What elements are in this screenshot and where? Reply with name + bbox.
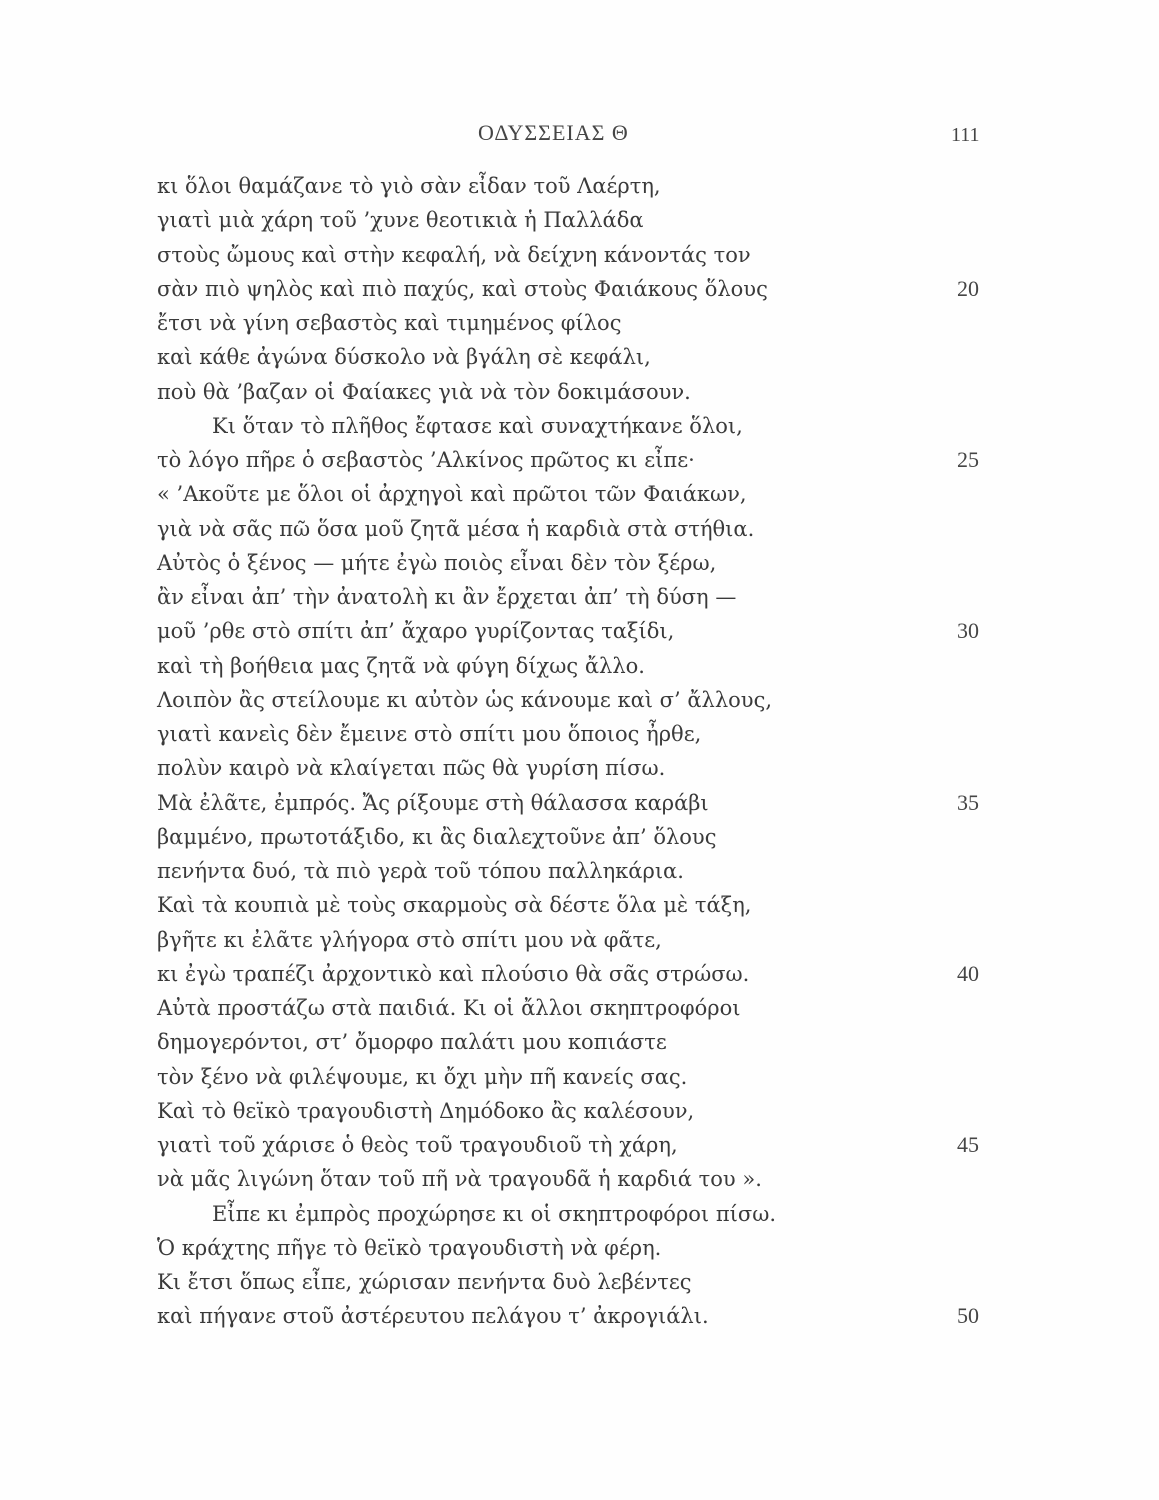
verse-line: [0, 923, 1159, 957]
verse-block: [0, 169, 1159, 1334]
verse-text: Αὐτὰ προστάζω στὰ παιδιά. Κι οἱ ἄλλοι σκηπτροφόροι: [157, 996, 741, 1020]
verse-text: Καὶ τὰ κουπιὰ μὲ τοὺς σκαρμοὺς σὰ δέστε ὅλα μὲ τάξη,: [157, 893, 752, 918]
verse-line: [0, 1265, 1159, 1299]
line-number: 20: [957, 275, 979, 301]
verse-line: [0, 1094, 1159, 1128]
line-number: 35: [957, 789, 979, 815]
verse-line: [0, 546, 1159, 580]
running-title: ΟΔΥΣΣΕΙΑΣ Θ: [478, 120, 629, 145]
verse-text: γιατὶ μιὰ χάρη τοῦ ’χυνε θεοτικιὰ ἡ Παλλάδα: [157, 208, 644, 233]
running-head: [0, 120, 1159, 150]
verse-line: [0, 888, 1159, 922]
verse-text: ἔτσι νὰ γίνη σεβαστὸς καὶ τιμημένος φίλος: [157, 311, 622, 335]
verse-text: μοῦ ’ρθε στὸ σπίτι ἀπ’ ἄχαρο γυρίζοντας ταξίδι,: [157, 619, 675, 644]
verse-line: [0, 169, 1159, 203]
verse-line: [0, 477, 1159, 511]
verse-text: τὸ λόγο πῆρε ὁ σεβαστὸς ’Αλκίνος πρῶτος κι εἶπε·: [157, 448, 695, 472]
verse-line: [0, 649, 1159, 683]
verse-text: νὰ μᾶς λιγώνη ὅταν τοῦ πῆ νὰ τραγουδᾶ ἡ καρδιά του ».: [157, 1167, 762, 1192]
verse-line: [0, 854, 1159, 888]
verse-text: γιατὶ κανεὶς δὲν ἔμεινε στὸ σπίτι μου ὅποιος ἦρθε,: [157, 722, 702, 746]
verse-line: [0, 443, 1159, 477]
verse-line: [0, 580, 1159, 614]
verse-line: [0, 1060, 1159, 1094]
line-number: 50: [957, 1303, 979, 1329]
verse-line: [0, 820, 1159, 854]
verse-text: σὰν πιὸ ψηλὸς καὶ πιὸ παχύς, καὶ στοὺς Φαιάκους ὅλους: [157, 276, 768, 301]
verse-text: γιατὶ τοῦ χάρισε ὁ θεὸς τοῦ τραγουδιοῦ τὴ χάρη,: [157, 1133, 678, 1157]
line-number: 45: [957, 1132, 979, 1157]
verse-line: [0, 1128, 1159, 1162]
verse-line: [0, 512, 1159, 546]
verse-text: Ὁ κράχτης πῆγε τὸ θεϊκὸ τραγουδιστὴ νὰ φέρη.: [157, 1235, 662, 1260]
verse-line: [0, 409, 1159, 443]
verse-text: βαμμένο, πρωτοτάξιδο, κι ἂς διαλεχτοῦνε ἀπ’ ὅλους: [157, 824, 717, 849]
verse-text: « ’Ακοῦτε με ὅλοι οἱ ἀρχηγοὶ καὶ πρῶτοι τῶν Φαιάκων,: [157, 482, 747, 507]
verse-line: [0, 375, 1159, 409]
verse-text: καὶ πήγανε στοῦ ἀστέρευτου πελάγου τ’ ἀκρογιάλι.: [157, 1304, 709, 1329]
verse-text: βγῆτε κι ἐλᾶτε γλήγορα στὸ σπίτι μου νὰ φᾶτε,: [157, 927, 662, 952]
verse-text: Μὰ ἐλᾶτε, ἐμπρός. Ἄς ρίξουμε στὴ θάλασσα καράβι: [157, 790, 709, 815]
verse-text: Αὐτὸς ὁ ξένος — μήτε ἐγὼ ποιὸς εἶναι δὲν τὸν ξέρω,: [157, 550, 717, 575]
verse-line: [0, 1025, 1159, 1059]
verse-text: στοὺς ὤμους καὶ στὴν κεφαλή, νὰ δείχνη κάνοντάς τον: [157, 242, 751, 267]
line-number: 40: [957, 960, 979, 986]
verse-text: καὶ κάθε ἀγώνα δύσκολο νὰ βγάλη σὲ κεφάλι,: [157, 345, 651, 370]
verse-text: Λοιπὸν ἂς στείλουμε κι αὐτὸν ὡς κάνουμε καὶ σ’ ἄλλους,: [157, 687, 773, 712]
verse-text: πενήντα δυό, τὰ πιὸ γερὰ τοῦ τόπου παλληκάρια.: [157, 859, 684, 883]
verse-line: [0, 1299, 1159, 1333]
verse-line: [0, 306, 1159, 340]
verse-line: [0, 1231, 1159, 1265]
verse-text: ἂν εἶναι ἀπ’ τὴν ἀνατολὴ κι ἂν ἔρχεται ἀπ’ τὴ δύση —: [157, 585, 737, 609]
verse-line: [0, 1197, 1159, 1231]
verse-line: [0, 340, 1159, 374]
verse-line: [0, 1162, 1159, 1196]
verse-line: [0, 751, 1159, 785]
verse-text: Εἶπε κι ἐμπρὸς προχώρησε κι οἱ σκηπτροφόροι πίσω.: [212, 1201, 777, 1226]
verse-line: [0, 991, 1159, 1025]
verse-text: καὶ τὴ βοήθεια μας ζητᾶ νὰ φύγη δίχως ἄλλο.: [157, 653, 645, 678]
line-number: 30: [957, 618, 979, 644]
verse-line: [0, 272, 1159, 306]
verse-text: γιὰ νὰ σᾶς πῶ ὅσα μοῦ ζητᾶ μέσα ἡ καρδιὰ στὰ στήθια.: [157, 516, 755, 541]
verse-line: [0, 238, 1159, 272]
verse-text: κι ὅλοι θαμάζανε τὸ γιὸ σὰν εἶδαν τοῦ Λαέρτη,: [157, 174, 661, 198]
verse-line: [0, 683, 1159, 717]
verse-text: τὸν ξένο νὰ φιλέψουμε, κι ὄχι μὴν πῆ κανείς σας.: [157, 1064, 688, 1089]
page-number: 111: [951, 124, 980, 146]
verse-line: [0, 786, 1159, 820]
verse-text: δημογερόντοι, στ’ ὄμορφο παλάτι μου κοπιάστε: [157, 1030, 667, 1055]
verse-text: Κι ἔτσι ὅπως εἶπε, χώρισαν πενήντα δυὸ λεβέντες: [157, 1270, 692, 1294]
verse-line: [0, 203, 1159, 237]
verse-line: [0, 717, 1159, 751]
verse-line: [0, 957, 1159, 991]
verse-text: Καὶ τὸ θεϊκὸ τραγουδιστὴ Δημόδοκο ἂς καλέσουν,: [157, 1098, 695, 1123]
verse-line: [0, 614, 1159, 648]
verse-text: Κι ὅταν τὸ πλῆθος ἔφτασε καὶ συναχτήκανε ὅλοι,: [212, 413, 743, 438]
verse-text: πολὺν καιρὸ νὰ κλαίγεται πῶς θὰ γυρίση πίσω.: [157, 756, 666, 781]
verse-text: κι ἐγὼ τραπέζι ἀρχοντικὸ καὶ πλούσιο θὰ σᾶς στρώσω.: [157, 961, 750, 986]
verse-text: ποὺ θὰ ’βαζαν οἱ Φαίακες γιὰ νὰ τὸν δοκιμάσουν.: [157, 379, 691, 404]
line-number: 25: [957, 447, 979, 472]
